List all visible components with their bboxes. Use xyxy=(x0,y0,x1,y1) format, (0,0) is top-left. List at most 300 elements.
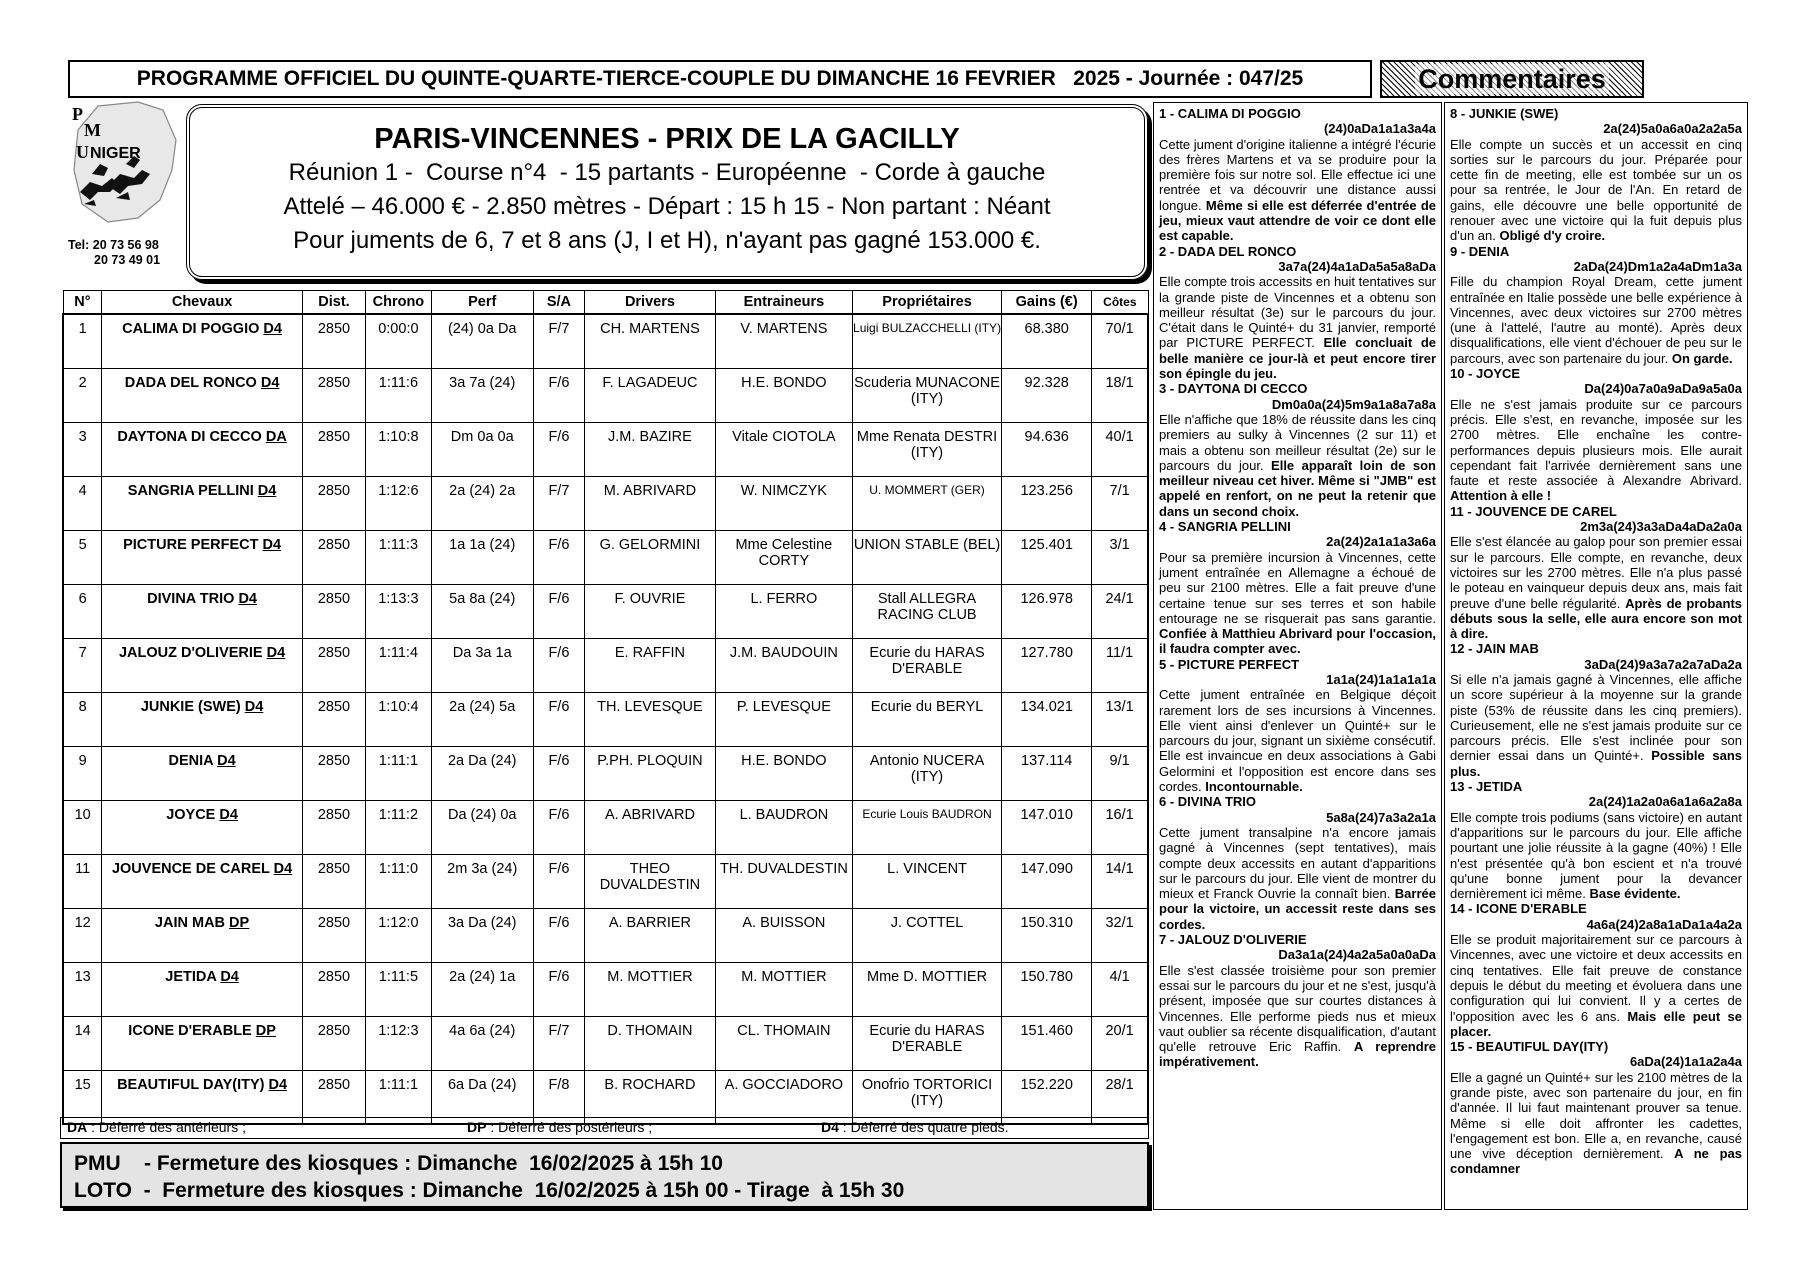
comment-horse-heading: 5 - PICTURE PERFECT xyxy=(1159,656,1300,672)
cell-owner: Ecurie du BERYL xyxy=(852,692,1001,746)
horse-name-text: JOYCE xyxy=(166,806,216,823)
comment-verdict: A reprendre impérativement. xyxy=(1159,1039,1436,1070)
cell-horse-name xyxy=(102,584,302,638)
shoeing-code: DA xyxy=(265,428,287,445)
cell-performance: (24) 0a Da xyxy=(431,314,533,368)
comment-horse-heading: 11 - JOUVENCE DE CAREL xyxy=(1450,503,1617,519)
cell-odds: 4/1 xyxy=(1092,962,1148,1016)
cell-runner-number: 6 xyxy=(63,584,102,638)
cell-owner: Luigi BULZACCHELLI (ITY) xyxy=(852,314,1001,368)
cell-runner-number: 4 xyxy=(63,476,102,530)
shoeing-code: D4 xyxy=(244,698,264,715)
cell-performance: 3a Da (24) xyxy=(431,908,533,962)
comment-horse-heading: 4 - SANGRIA PELLINI xyxy=(1159,519,1291,535)
comment-verdict: Elle apparaît loin de son meilleur niveau cet hiver. Même si "JMB" est appelé en renfort, on ne peut la retenir que dans un second choix. xyxy=(1159,457,1436,519)
cell-distance: 2850 xyxy=(302,422,365,476)
comment-performance-string: (24)0aDa1a1a3a4a xyxy=(1323,121,1436,137)
programme-title: PROGRAMME OFFICIEL DU QUINTE-QUARTE-TIERCE-COUPLE DU DIMANCHE 16 FEVRIER 2025 - Journée : 047/25 xyxy=(136,67,1304,90)
cell-runner-number: 2 xyxy=(63,368,102,422)
cell-runner-number: 1 xyxy=(63,314,102,368)
comment-entry xyxy=(1450,366,1742,504)
logo-niger: NIGER xyxy=(90,145,141,162)
shoeing-code: D4 xyxy=(219,806,238,823)
cell-chrono: 1:12:3 xyxy=(366,1016,431,1070)
cell-earnings: 147.090 xyxy=(1002,854,1092,908)
cell-driver: E. RAFFIN xyxy=(584,638,715,692)
comment-entry xyxy=(1159,381,1436,519)
cell-driver: D. THOMAIN xyxy=(584,1016,715,1070)
col-header-odds: Côtes xyxy=(1092,291,1148,315)
comment-verdict: Obligé d'y croire. xyxy=(1499,228,1606,244)
horse-name-text: ICONE D'ERABLE xyxy=(128,1022,252,1039)
horse-name-text: JALOUZ D'OLIVERIE xyxy=(118,644,263,661)
cell-odds: 32/1 xyxy=(1092,908,1148,962)
cell-trainer: H.E. BONDO xyxy=(715,746,852,800)
comment-text: Elle n'affiche que 18% de réussite dans les cinq premiers au sulky à Vincennes (2 sur 11) et mais a obtenu son meilleur résultat (2e) sur le parcours du jour. xyxy=(1159,411,1436,473)
cell-odds: 14/1 xyxy=(1092,854,1148,908)
cell-distance: 2850 xyxy=(302,746,365,800)
comment-text: Si elle n'a jamais gagné à Vincennes, elle affiche un score supérieur à la moyenne sur la grande piste (53% de réussite dans les cinq premiers). Curieusement, elle ne s'est jamais produite sur ce parcours précis. Elle s'est inclinée pour son dernier essai dans un Quinté+. xyxy=(1450,671,1742,764)
comment-body xyxy=(1159,412,1436,519)
cell-horse-name xyxy=(102,908,302,962)
comment-entry xyxy=(1159,244,1436,382)
cell-odds: 11/1 xyxy=(1092,638,1148,692)
pmu-logo-icon xyxy=(68,100,180,228)
cell-earnings: 68.380 xyxy=(1002,314,1092,368)
comment-verdict: A ne pas condamner xyxy=(1450,1146,1742,1177)
comment-body xyxy=(1450,397,1742,504)
col-header-drivers: Drivers xyxy=(584,291,715,315)
comments-title: Commentaires xyxy=(1415,64,1609,94)
horse-name-text: DIVINA TRIO xyxy=(147,590,235,607)
logo-letter-u: U xyxy=(76,142,89,162)
cell-distance: 2850 xyxy=(302,530,365,584)
comment-performance-string: Dm0a0a(24)5m9a1a8a7a8a xyxy=(1271,396,1436,412)
legend-da-text: : Déferré des antérieurs ; xyxy=(87,1119,246,1135)
cell-trainer: H.E. BONDO xyxy=(715,368,852,422)
cell-chrono: 1:13:3 xyxy=(366,584,431,638)
comment-horse-heading: 6 - DIVINA TRIO xyxy=(1159,794,1257,810)
col-header-horses: Chevaux xyxy=(102,291,302,315)
comment-verdict: Elle concluait de belle manière ce jour-là et peut encore tirer son épingle du jeu. xyxy=(1159,335,1436,382)
cell-trainer: L. FERRO xyxy=(715,584,852,638)
legend-dp-text: : Déferré des postérieurs ; xyxy=(486,1119,653,1135)
table-row xyxy=(63,908,1148,962)
horse-name-text: CALIMA DI POGGIO xyxy=(122,321,260,337)
cell-chrono: 1:11:0 xyxy=(366,854,431,908)
comment-verdict: Après de probants débuts sous la selle, elle aura encore son mot à dire. xyxy=(1450,595,1743,642)
table-row xyxy=(63,368,1148,422)
comment-entry xyxy=(1450,779,1742,901)
cell-horse-name xyxy=(102,1070,302,1124)
cell-horse-name xyxy=(102,314,302,368)
table-row xyxy=(63,692,1148,746)
cell-performance: Da (24) 0a xyxy=(431,800,533,854)
col-header-trainers: Entraineurs xyxy=(715,291,852,315)
cell-chrono: 1:11:1 xyxy=(366,746,431,800)
legend-d4 xyxy=(821,1118,1009,1137)
shoeing-code: D4 xyxy=(263,321,282,337)
legend-d4-code: D4 xyxy=(821,1119,839,1135)
shoeing-code: DP xyxy=(229,914,250,931)
cell-horse-name xyxy=(102,638,302,692)
legend-dp xyxy=(467,1118,652,1137)
legend-d4-text: : Déferré des quatre pieds. xyxy=(838,1119,1009,1135)
horse-name-text: JAIN MAB xyxy=(154,914,226,931)
runners-table-body xyxy=(63,314,1148,1124)
cell-driver: TH. LEVESQUE xyxy=(584,692,715,746)
comment-entry xyxy=(1450,106,1742,244)
cell-earnings: 92.328 xyxy=(1002,368,1092,422)
cell-odds: 13/1 xyxy=(1092,692,1148,746)
cell-owner: Antonio NUCERA (ITY) xyxy=(852,746,1001,800)
comment-body xyxy=(1159,550,1436,657)
cell-sex-age: F/7 xyxy=(533,314,584,368)
table-header-row xyxy=(63,291,1148,315)
comment-text: Cette jument entraînée en Belgique déçoit rarement lors de ses incursions à Vincennes. Elle vient ainsi d'enlever un Quinté+ sur le parcours du jour, signant un sixième consécutif. Elle est invaincue en deux associations à Gabi Gelormini et l'opposition est encore dans ses cordes. xyxy=(1159,687,1436,795)
cell-earnings: 134.021 xyxy=(1002,692,1092,746)
cell-distance: 2850 xyxy=(302,692,365,746)
comment-performance-string: 2a(24)1a2a0a6a1a6a2a8a xyxy=(1588,794,1742,810)
comment-text: Pour sa première incursion à Vincennes, cette jument entraînée en Allemagne a échoué de peu sur 2100 mètres. Elle a fait preuve d'une certaine tenue sur ses terres et son habile entourage ne se risquerait pas sans garantie. xyxy=(1159,549,1436,626)
comment-entry xyxy=(1450,1039,1742,1177)
comment-body xyxy=(1450,1070,1742,1177)
cell-owner: UNION STABLE (BEL) xyxy=(852,530,1001,584)
cell-owner: U. MOMMERT (GER) xyxy=(852,476,1001,530)
race-details-2: Attelé – 46.000 € - 2.850 mètres - Départ : 15 h 15 - Non partant : Néant xyxy=(283,193,1051,220)
table-row xyxy=(63,962,1148,1016)
horse-name-text: DENIA xyxy=(168,752,214,769)
comment-verdict: Même si elle est déferrée d'entrée de jeu, mieux vaut attendre de voir ce dont elle est capable. xyxy=(1159,197,1436,244)
cell-horse-name xyxy=(102,422,302,476)
cell-trainer: Mme Celestine CORTY xyxy=(715,530,852,584)
cell-odds: 18/1 xyxy=(1092,368,1148,422)
race-details-3: Pour juments de 6, 7 et 8 ans (J, I et H), n'ayant pas gagné 153.000 €. xyxy=(293,227,1041,254)
comment-text: Elle compte un succès et un accessit en cinq sorties sur le parcours du jour. Préparée pour cette fin de meeting, elle est tombée sur un os pour sa rentrée, le Jour de l'An. En retard de gains, elle découvre une belle opportunité de renouer avec une victoire qui la fuit depuis plus d'un an. xyxy=(1450,136,1742,244)
comment-horse-heading: 9 - DENIA xyxy=(1450,243,1510,259)
comment-body xyxy=(1159,137,1436,244)
comment-entry xyxy=(1159,932,1436,1070)
cell-horse-name xyxy=(102,530,302,584)
cell-performance: 3a 7a (24) xyxy=(431,368,533,422)
cell-distance: 2850 xyxy=(302,368,365,422)
comment-horse-heading: 13 - JETIDA xyxy=(1450,779,1523,795)
cell-horse-name xyxy=(102,368,302,422)
horse-name-text: BEAUTIFUL DAY(ITY) xyxy=(117,1076,265,1093)
cell-trainer: P. LEVESQUE xyxy=(715,692,852,746)
comment-performance-string: 2a(24)5a0a6a0a2a2a5a xyxy=(1603,121,1742,137)
table-row xyxy=(63,854,1148,908)
cell-performance: 4a 6a (24) xyxy=(431,1016,533,1070)
cell-distance: 2850 xyxy=(302,962,365,1016)
logo-letter-p: P xyxy=(72,104,83,124)
cell-owner: Stall ALLEGRA RACING CLUB xyxy=(852,584,1001,638)
comment-text: Cette jument d'origine italienne a intégré l'écurie des frères Martens et va se produire pour la première fois sur notre sol. Elle effectue ici une rentrée et va découvrir une distance aussi longue. xyxy=(1159,136,1436,213)
cell-performance: 2a (24) 1a xyxy=(431,962,533,1016)
comments-column-left xyxy=(1153,102,1442,1210)
cell-trainer: A. BUISSON xyxy=(715,908,852,962)
comment-entry xyxy=(1159,657,1436,795)
comment-performance-string: 3aDa(24)9a3a7a2a7aDa2a xyxy=(1584,656,1742,672)
cell-earnings: 94.636 xyxy=(1002,422,1092,476)
comment-horse-heading: 12 - JAIN MAB xyxy=(1450,641,1539,657)
cell-runner-number: 15 xyxy=(63,1070,102,1124)
cell-owner: L. VINCENT xyxy=(852,854,1001,908)
cell-earnings: 150.780 xyxy=(1002,962,1092,1016)
comment-text: Cette jument transalpine n'a encore jamais gagné à Vincennes (sept tentatives), mais compte deux accessits en autant d'apparitions sur le parcours du jour. Elle vient de montrer du mieux et Franck Ouvrie la connaît bien. xyxy=(1159,824,1436,902)
cell-driver: M. ABRIVARD xyxy=(584,476,715,530)
comment-verdict: On garde. xyxy=(1671,350,1733,366)
comment-entry xyxy=(1450,901,1742,1039)
cell-odds: 7/1 xyxy=(1092,476,1148,530)
cell-trainer: J.M. BAUDOUIN xyxy=(715,638,852,692)
cell-horse-name xyxy=(102,854,302,908)
comment-verdict: Attention à elle ! xyxy=(1450,488,1552,504)
cell-performance: 2a (24) 2a xyxy=(431,476,533,530)
shoeing-code: D4 xyxy=(217,752,236,769)
cell-distance: 2850 xyxy=(302,638,365,692)
cell-chrono: 1:10:8 xyxy=(366,422,431,476)
race-info-box xyxy=(186,104,1148,280)
cell-earnings: 126.978 xyxy=(1002,584,1092,638)
cell-runner-number: 14 xyxy=(63,1016,102,1070)
cell-distance: 2850 xyxy=(302,584,365,638)
cell-trainer: V. MARTENS xyxy=(715,314,852,368)
cell-earnings: 137.114 xyxy=(1002,746,1092,800)
cell-odds: 40/1 xyxy=(1092,422,1148,476)
shoeing-code: D4 xyxy=(273,860,293,877)
comment-text: Elle a gagné un Quinté+ sur les 2100 mètres de la grande piste, avec son partenaire du jour, en fin d'année. Il lui faut maintenant prouver sa tenue. Même si elle doit affronter les cadettes, l'engagement est bon. Elle a, en revanche, causé une vive déception dernièrement. xyxy=(1450,1069,1742,1162)
cell-trainer: TH. DUVALDESTIN xyxy=(715,854,852,908)
cell-driver: P.PH. PLOQUIN xyxy=(584,746,715,800)
cell-chrono: 1:11:3 xyxy=(366,530,431,584)
table-row xyxy=(63,1016,1148,1070)
horse-name-text: PICTURE PERFECT xyxy=(123,536,259,553)
cell-runner-number: 9 xyxy=(63,746,102,800)
comment-verdict: Barrée pour la victoire, un accessit reste dans ses cordes. xyxy=(1159,886,1436,932)
comment-horse-heading: 1 - CALIMA DI POGGIO xyxy=(1159,106,1301,121)
legend-da xyxy=(67,1118,246,1137)
telephone-line-1: Tel: 20 73 56 98 xyxy=(68,238,159,252)
comment-body xyxy=(1159,274,1436,381)
comment-entry xyxy=(1450,244,1742,366)
cell-odds: 28/1 xyxy=(1092,1070,1148,1124)
cell-runner-number: 13 xyxy=(63,962,102,1016)
cell-driver: F. OUVRIE xyxy=(584,584,715,638)
comment-text: Elle ne s'est jamais produite sur ce parcours précis. Elle s'est, en revanche, imposée sur les 2700 mètres. Elle enchaîne les contre-performances depuis plusieurs mois. Elle aurait cependant fait l'arrivée dernièrement sans une faute et reste associée à Alexandre Abrivard. xyxy=(1450,396,1742,489)
logo-letter-m: M xyxy=(84,120,101,140)
comment-body xyxy=(1450,137,1742,244)
shoeing-legend xyxy=(60,1117,1149,1139)
race-details-1: Réunion 1 - Course n°4 - 15 partants - Européenne - Corde à gauche xyxy=(288,159,1046,186)
cell-sex-age: F/6 xyxy=(533,746,584,800)
comment-verdict: Possible sans plus. xyxy=(1450,748,1743,779)
legend-dp-code: DP xyxy=(467,1119,487,1135)
table-row xyxy=(63,314,1148,368)
comment-text: Elle s'est élancée au galop pour son premier essai sur le parcours. Elle compte, en revanche, deux victoires sur les 2700 mètres. Elle n'a plus passé le poteau en vainqueur depuis deux ans, mais fait preuve d'une belle régularité. xyxy=(1450,534,1742,611)
cell-runner-number: 11 xyxy=(63,854,102,908)
cell-sex-age: F/6 xyxy=(533,854,584,908)
shoeing-code: D4 xyxy=(268,1076,288,1093)
comment-body xyxy=(1159,687,1436,794)
cell-earnings: 152.220 xyxy=(1002,1070,1092,1124)
table-row xyxy=(63,476,1148,530)
cell-earnings: 123.256 xyxy=(1002,476,1092,530)
comment-horse-heading: 7 - JALOUZ D'OLIVERIE xyxy=(1159,932,1307,948)
cell-owner: J. COTTEL xyxy=(852,908,1001,962)
shoeing-code: D4 xyxy=(257,482,277,499)
cell-owner: Scuderia MUNACONE (ITY) xyxy=(852,368,1001,422)
comment-horse-heading: 15 - BEAUTIFUL DAY(ITY) xyxy=(1450,1039,1609,1055)
cell-odds: 3/1 xyxy=(1092,530,1148,584)
comment-performance-string: 2m3a(24)3a3aDa4aDa2a0a xyxy=(1580,519,1742,535)
comment-body xyxy=(1159,963,1436,1070)
telephone-block xyxy=(68,238,160,268)
cell-sex-age: F/6 xyxy=(533,962,584,1016)
comment-body xyxy=(1450,534,1742,641)
comment-entry xyxy=(1450,504,1742,642)
cell-performance: Da 3a 1a xyxy=(431,638,533,692)
cell-chrono: 1:12:0 xyxy=(366,908,431,962)
cell-performance: 5a 8a (24) xyxy=(431,584,533,638)
horse-name-text: JOUVENCE DE CAREL xyxy=(111,860,270,877)
col-header-owners: Propriétaires xyxy=(852,291,1001,315)
comment-performance-string: 5a8a(24)7a3a2a1a xyxy=(1326,809,1436,825)
cell-sex-age: F/6 xyxy=(533,638,584,692)
cell-odds: 70/1 xyxy=(1092,314,1148,368)
cell-sex-age: F/6 xyxy=(533,908,584,962)
cell-sex-age: F/6 xyxy=(533,422,584,476)
table-row xyxy=(63,746,1148,800)
cell-chrono: 1:12:6 xyxy=(366,476,431,530)
comment-body xyxy=(1450,932,1742,1039)
comment-body xyxy=(1450,672,1742,779)
cell-driver: THEO DUVALDESTIN xyxy=(584,854,715,908)
cell-chrono: 1:11:1 xyxy=(366,1070,431,1124)
col-header-perf: Perf xyxy=(431,291,533,315)
comment-entry xyxy=(1159,794,1436,932)
cell-runner-number: 5 xyxy=(63,530,102,584)
cell-horse-name xyxy=(102,800,302,854)
comment-verdict: Mais elle peut se placer. xyxy=(1450,1008,1742,1039)
cell-horse-name xyxy=(102,476,302,530)
comment-performance-string: Da3a1a(24)4a2a5a0a0aDa xyxy=(1278,947,1436,963)
comment-horse-heading: 10 - JOYCE xyxy=(1450,366,1521,382)
cell-chrono: 0:00:0 xyxy=(366,314,431,368)
cell-driver: J.M. BAZIRE xyxy=(584,422,715,476)
comment-text: Elle compte trois accessits en huit tentatives sur la grande piste de Vincennes et a obtenu son meilleur résultat (3e) sur le parcours du jour. C'était dans le Quinté+ du 31 janvier, remporté par PICTURE PERFECT. xyxy=(1159,274,1436,351)
cell-horse-name xyxy=(102,962,302,1016)
cell-sex-age: F/8 xyxy=(533,1070,584,1124)
horse-name-text: JETIDA xyxy=(165,968,217,985)
cell-runner-number: 3 xyxy=(63,422,102,476)
cell-trainer: CL. THOMAIN xyxy=(715,1016,852,1070)
cell-trainer: Vitale CIOTOLA xyxy=(715,422,852,476)
cell-trainer: M. MOTTIER xyxy=(715,962,852,1016)
cell-owner: Ecurie du HARAS D'ERABLE xyxy=(852,638,1001,692)
cell-runner-number: 7 xyxy=(63,638,102,692)
cell-chrono: 1:11:5 xyxy=(366,962,431,1016)
cell-chrono: 1:11:4 xyxy=(366,638,431,692)
table-row xyxy=(63,584,1148,638)
col-header-chrono: Chrono xyxy=(366,291,431,315)
cell-driver: B. ROCHARD xyxy=(584,1070,715,1124)
cell-odds: 9/1 xyxy=(1092,746,1148,800)
horse-name-text: DADA DEL RONCO xyxy=(124,374,257,391)
runners-table xyxy=(62,290,1149,1125)
comment-body xyxy=(1450,274,1742,366)
footer-loto-line: LOTO - Fermeture des kiosques : Dimanche 16/02/2025 à 15h 00 - Tirage à 15h 30 xyxy=(74,1179,905,1202)
comment-entry xyxy=(1450,641,1742,779)
cell-chrono: 1:11:2 xyxy=(366,800,431,854)
comment-verdict: Base évidente. xyxy=(1589,886,1681,902)
comment-text: Fille du champion Royal Dream, cette jument entraînée en Italie possède une belle expérience à Vincennes, avec deux victoires sur 2700 mètres (une à l'attelé, l'autre au monté). Après deux disqualifications, elle vient d'échouer de peu sur le parcours, avec son partenaire du jour. xyxy=(1450,274,1742,366)
table-row xyxy=(63,1070,1148,1124)
pmu-niger-logo xyxy=(62,100,180,270)
col-header-sex-age: S/A xyxy=(533,291,584,315)
cell-earnings: 147.010 xyxy=(1002,800,1092,854)
cell-sex-age: F/7 xyxy=(533,476,584,530)
cell-distance: 2850 xyxy=(302,314,365,368)
comment-performance-string: 2aDa(24)Dm1a2a4aDm1a3a xyxy=(1573,258,1742,274)
race-title: PARIS-VINCENNES - PRIX DE LA GACILLY xyxy=(374,123,960,155)
cell-runner-number: 10 xyxy=(63,800,102,854)
comments-header xyxy=(1380,60,1644,98)
cell-performance: 2a (24) 5a xyxy=(431,692,533,746)
kiosk-closing-footer xyxy=(60,1142,1149,1208)
cell-runner-number: 12 xyxy=(63,908,102,962)
table-row xyxy=(63,530,1148,584)
cell-owner: Ecurie Louis BAUDRON xyxy=(852,800,1001,854)
cell-chrono: 1:10:4 xyxy=(366,692,431,746)
comment-verdict: Incontournable. xyxy=(1205,779,1303,795)
cell-trainer: A. GOCCIADORO xyxy=(715,1070,852,1124)
cell-horse-name xyxy=(102,746,302,800)
cell-earnings: 125.401 xyxy=(1002,530,1092,584)
shoeing-code: D4 xyxy=(266,644,286,661)
comments-column-right xyxy=(1444,102,1748,1210)
col-header-earnings: Gains (€) xyxy=(1002,291,1092,315)
cell-driver: A. ABRIVARD xyxy=(584,800,715,854)
cell-driver: M. MOTTIER xyxy=(584,962,715,1016)
cell-distance: 2850 xyxy=(302,908,365,962)
cell-owner: Mme Renata DESTRI (ITY) xyxy=(852,422,1001,476)
col-header-distance: Dist. xyxy=(302,291,365,315)
comment-performance-string: 6aDa(24)1a1a2a4a xyxy=(1629,1054,1742,1070)
cell-odds: 24/1 xyxy=(1092,584,1148,638)
cell-performance: 6a Da (24) xyxy=(431,1070,533,1124)
cell-performance: Dm 0a 0a xyxy=(431,422,533,476)
cell-distance: 2850 xyxy=(302,476,365,530)
cell-trainer: W. NIMCZYK xyxy=(715,476,852,530)
cell-driver: CH. MARTENS xyxy=(584,314,715,368)
shoeing-code: D4 xyxy=(238,590,257,607)
comment-horse-heading: 3 - DAYTONA DI CECCO xyxy=(1159,381,1308,397)
comment-performance-string: 4a6a(24)2a8a1aDa1a4a2a xyxy=(1586,916,1742,932)
comment-performance-string: 1a1a(24)1a1a1a1a xyxy=(1326,671,1436,687)
cell-performance: 2m 3a (24) xyxy=(431,854,533,908)
shoeing-code: D4 xyxy=(220,968,239,985)
cell-sex-age: F/6 xyxy=(533,368,584,422)
legend-da-code: DA xyxy=(67,1119,88,1135)
comment-horse-heading: 14 - ICONE D'ERABLE xyxy=(1450,901,1587,917)
telephone-line-2: 20 73 49 01 xyxy=(94,253,161,267)
cell-distance: 2850 xyxy=(302,1070,365,1124)
comment-text: Elle compte trois podiums (sans victoire) en autant d'apparitions sur le parcours du jour. Elle affiche pourtant une jolie réussite à la gagne (40%) ! Elle n'est présentée qu'à bon escient et n'a trouvé qu'une bonne jument pour la devancer dernièrement ici même. xyxy=(1450,809,1742,902)
horse-name-text: DAYTONA DI CECCO xyxy=(117,428,262,445)
cell-odds: 16/1 xyxy=(1092,800,1148,854)
cell-owner: Onofrio TORTORICI (ITY) xyxy=(852,1070,1001,1124)
